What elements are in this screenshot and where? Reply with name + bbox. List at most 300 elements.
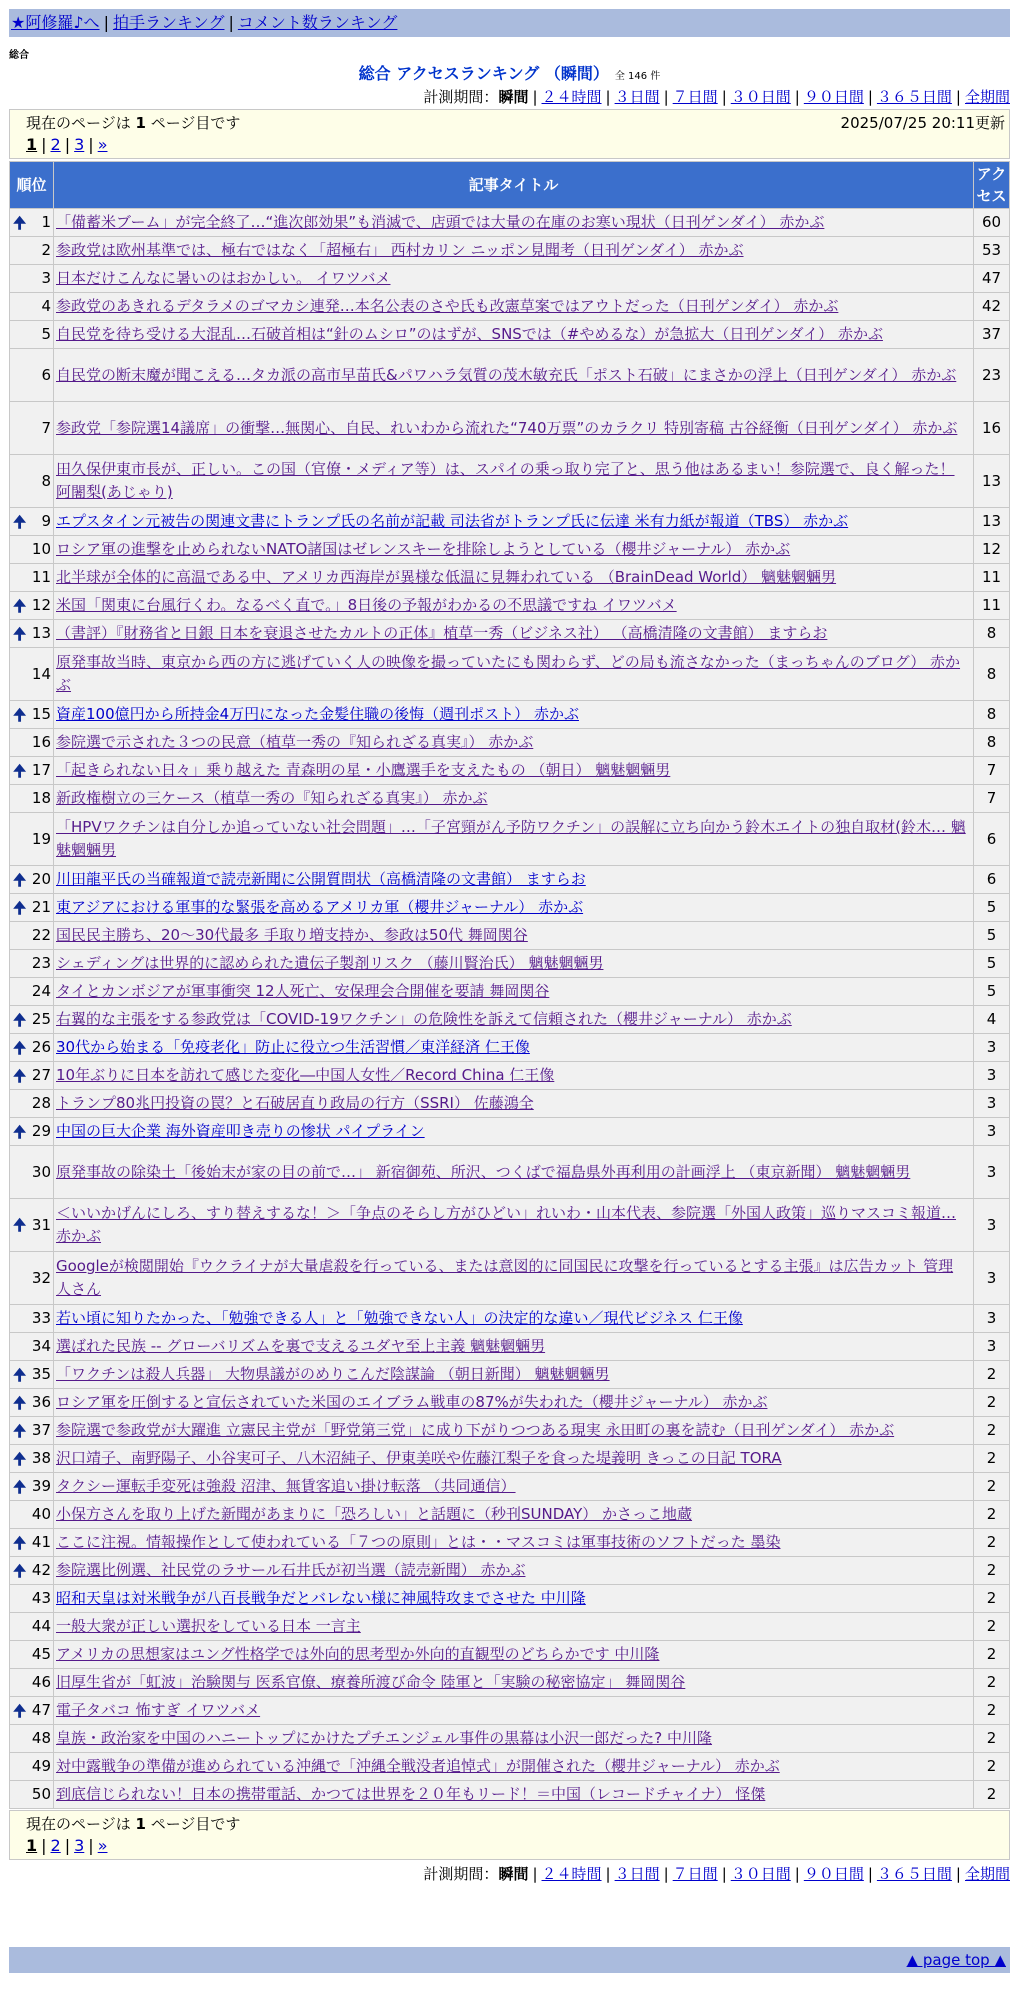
rank-cell bbox=[10, 729, 54, 757]
article-link[interactable]: 新政権樹立の三ケース（植草一秀の『知られざる真実』） 赤かぶ bbox=[56, 789, 488, 807]
article-link[interactable]: 皇族・政治家を中国のハニートップにかけたプチエンジェル事件の黒幕は小沢一郎だった? 中川隆 bbox=[56, 1729, 713, 1747]
rank-number: 35 bbox=[31, 1365, 51, 1383]
title-cell bbox=[54, 1006, 974, 1034]
title-cell bbox=[54, 1305, 974, 1333]
title-cell bbox=[54, 1417, 974, 1445]
table-row bbox=[10, 592, 1010, 620]
rank-cell bbox=[10, 922, 54, 950]
article-link[interactable]: 若い頃に知りたかった、「勉強できる人」と「勉強できない人」の決定的な違い／現代ビジネス 仁王像 bbox=[56, 1309, 743, 1327]
title-cell bbox=[54, 1557, 974, 1585]
title-cell bbox=[54, 1252, 974, 1305]
access-count: 2 bbox=[974, 1389, 1010, 1417]
rank-cell bbox=[10, 1333, 54, 1361]
period-separator: | bbox=[867, 88, 873, 106]
article-link[interactable]: 田久保伊東市長が、正しい。この国（官僚・メディア等）は、スパイの乗っ取り完了と、思う他はあるまい！参院選で、良く解った！ 阿闍梨(あじゃり) bbox=[56, 460, 955, 501]
article-link[interactable]: 自民党の断末魔が聞こえる…タカ派の高市早苗氏&パワハラ気質の茂木敏充氏「ポスト石破」にまさかの浮上（日刊ゲンダイ） 赤かぶ bbox=[56, 365, 957, 384]
article-link[interactable]: ここに注視。情報操作として使われている「７つの原則」とは・・マスコミは軍事技術のソフトだった 墨染 bbox=[56, 1533, 781, 1551]
article-link[interactable]: 川田龍平氏の当確報道で読売新聞に公開質問状（高橋清隆の文書館） ますらお bbox=[56, 870, 586, 888]
article-link[interactable]: ＜いいかげんにしろ、すり替えするな！＞「争点のそらし方がひどい」れいわ・山本代表、参院選「外国人政策」巡りマスコミ報道… 赤かぶ bbox=[56, 1204, 957, 1245]
article-link[interactable]: 資産100億円から所持金4万円になった金髪住職の後悔（週刊ポスト） 赤かぶ bbox=[56, 705, 579, 723]
rank-cell bbox=[10, 1090, 54, 1118]
period-link-3[interactable]: ３０日間 bbox=[730, 88, 791, 106]
table-row bbox=[10, 1445, 1010, 1473]
access-count: 12 bbox=[974, 536, 1010, 564]
period-link-3[interactable]: ３０日間 bbox=[730, 1865, 791, 1883]
rank-number: 15 bbox=[31, 705, 51, 723]
rank-number: 2 bbox=[41, 241, 51, 259]
table-row bbox=[10, 536, 1010, 564]
title-cell bbox=[54, 1473, 974, 1501]
article-link[interactable]: 中国の巨大企業 海外資産叩き売りの惨状 パイプライン bbox=[56, 1122, 425, 1140]
pager-bottom bbox=[9, 1810, 1010, 1860]
title-cell bbox=[54, 293, 974, 321]
access-count: 13 bbox=[974, 508, 1010, 536]
table-row bbox=[10, 978, 1010, 1006]
article-link[interactable]: 北半球が全体的に高温である中、アメリカ西海岸が異様な低温に見舞われている （BrainDead World） 魑魅魍魎男 bbox=[56, 568, 837, 586]
access-count: 13 bbox=[974, 455, 1010, 508]
rank-cell bbox=[10, 1557, 54, 1585]
period-link-4[interactable]: ９０日間 bbox=[803, 88, 864, 106]
period-selector-top bbox=[423, 86, 1010, 107]
title-cell bbox=[54, 1781, 974, 1809]
rank-cell bbox=[10, 1781, 54, 1809]
article-link[interactable]: 東アジアにおける軍事的な緊張を高めるアメリカ軍（櫻井ジャーナル） 赤かぶ bbox=[56, 898, 584, 916]
title-cell bbox=[54, 978, 974, 1006]
rank-cell bbox=[10, 1669, 54, 1697]
article-link[interactable]: Googleが検閲開始『ウクライナが大量虐殺を行っている、または意図的に同国民に攻撃を行っているとする主張』は広告カット 管理人さん bbox=[56, 1257, 954, 1298]
table-row bbox=[10, 1641, 1010, 1669]
access-count: 6 bbox=[974, 813, 1010, 866]
page-status: 現在のページは 1 ページ目です bbox=[26, 1815, 241, 1833]
access-count: 2 bbox=[974, 1445, 1010, 1473]
nav-link-applause-ranking[interactable]: 拍手ランキング bbox=[112, 13, 225, 32]
rank-cell bbox=[10, 978, 54, 1006]
rank-up-arrow-icon: 🠉 bbox=[13, 213, 27, 232]
title-cell bbox=[54, 894, 974, 922]
rank-up-arrow-icon: 🠉 bbox=[13, 1393, 27, 1412]
table-row bbox=[10, 1389, 1010, 1417]
rank-up-arrow-icon: 🠉 bbox=[13, 1477, 27, 1496]
period-separator: | bbox=[794, 88, 800, 106]
article-link[interactable]: ロシア軍の進撃を止められないNATO諸国はゼレンスキーを排除しようとしている（櫻井ジャーナル） 赤かぶ bbox=[56, 540, 791, 558]
period-separator: | bbox=[955, 88, 961, 106]
rank-number: 38 bbox=[31, 1449, 51, 1467]
rank-cell bbox=[10, 1389, 54, 1417]
access-count: 2 bbox=[974, 1361, 1010, 1389]
top-nav bbox=[9, 9, 1010, 37]
rank-cell bbox=[10, 1146, 54, 1199]
access-count: 5 bbox=[974, 950, 1010, 978]
rank-number: 36 bbox=[31, 1393, 51, 1411]
nav-link-comment-ranking[interactable]: コメント数ランキング bbox=[237, 13, 398, 32]
article-link[interactable]: タイとカンボジアが軍事衝突 12人死亡、安保理会合開催を要請 舞岡関谷 bbox=[56, 982, 550, 1000]
title-cell bbox=[54, 1725, 974, 1753]
rank-cell bbox=[10, 866, 54, 894]
period-link-6[interactable]: 全期間 bbox=[964, 1865, 1010, 1883]
title-cell bbox=[54, 620, 974, 648]
ranking-body bbox=[10, 209, 1010, 1809]
access-count: 7 bbox=[974, 757, 1010, 785]
nav-separator: | bbox=[228, 13, 234, 32]
article-link[interactable]: 参院選で示された３つの民意（植草一秀の『知られざる真実』） 赤かぶ bbox=[56, 733, 534, 751]
rank-cell bbox=[10, 950, 54, 978]
title-cell bbox=[54, 785, 974, 813]
article-link[interactable]: アメリカの思想家はユング性格学では外向的思考型か外向的直観型のどちらかです 中川隆 bbox=[56, 1645, 660, 1663]
rank-cell bbox=[10, 1473, 54, 1501]
table-row bbox=[10, 1118, 1010, 1146]
rank-up-arrow-icon: 🠉 bbox=[13, 870, 27, 889]
rank-number: 34 bbox=[31, 1337, 51, 1355]
header-count: アクセス bbox=[974, 162, 1010, 209]
rank-cell bbox=[10, 508, 54, 536]
period-link-5[interactable]: ３６５日間 bbox=[876, 1865, 952, 1883]
table-row bbox=[10, 1613, 1010, 1641]
title-cell bbox=[54, 209, 974, 237]
access-count: 8 bbox=[974, 648, 1010, 701]
table-row bbox=[10, 1585, 1010, 1613]
table-row bbox=[10, 508, 1010, 536]
article-link[interactable]: 10年ぶりに日本を訪れて感じた変化―中国人女性／Record China 仁王像 bbox=[56, 1066, 555, 1084]
rank-number: 16 bbox=[31, 733, 51, 751]
updated-timestamp: 2025/07/25 20:11更新 bbox=[840, 114, 1005, 132]
rank-cell bbox=[10, 1445, 54, 1473]
rank-number: 33 bbox=[31, 1309, 51, 1327]
period-link-1[interactable]: ３日間 bbox=[614, 88, 660, 106]
rank-number: 39 bbox=[31, 1477, 51, 1495]
title-cell bbox=[54, 1529, 974, 1557]
rank-up-arrow-icon: 🠉 bbox=[13, 596, 27, 615]
rank-number: 48 bbox=[31, 1729, 51, 1747]
article-link[interactable]: 到底信じられない！日本の携帯電話、かつては世界を２０年もリード！＝中国（レコードチャイナ） 怪傑 bbox=[56, 1785, 766, 1803]
rank-cell bbox=[10, 1725, 54, 1753]
header-rank: 順位 bbox=[10, 162, 54, 209]
article-link[interactable]: 参政党「参院選14議席」の衝撃…無関心、自民、れいわから流れた“740万票”のカラクリ 特別寄稿 古谷経衡（日刊ゲンダイ） 赤かぶ bbox=[56, 418, 958, 437]
page-links bbox=[26, 135, 107, 154]
nav-link-ashura[interactable]: ★阿修羅♪へ bbox=[11, 13, 100, 32]
rank-cell bbox=[10, 564, 54, 592]
page-link-2[interactable]: 2 bbox=[50, 1836, 61, 1855]
rank-number: 45 bbox=[31, 1645, 51, 1663]
access-count: 53 bbox=[974, 237, 1010, 265]
access-count: 42 bbox=[974, 293, 1010, 321]
article-link[interactable]: 「起きられない日々」乗り越えた 青森明の星・小鷹選手を支えたもの （朝日） 魑魅魍魎男 bbox=[56, 761, 671, 779]
access-count: 11 bbox=[974, 592, 1010, 620]
rank-up-arrow-icon: 🠉 bbox=[13, 624, 27, 643]
period-separator: | bbox=[532, 88, 538, 106]
rank-cell bbox=[10, 237, 54, 265]
rank-number: 28 bbox=[31, 1094, 51, 1112]
title-cell bbox=[54, 1333, 974, 1361]
article-link[interactable]: ロシア軍を圧倒すると宣伝されていた米国のエイブラム戦車の87%が失われた（櫻井ジャーナル） 赤かぶ bbox=[56, 1393, 768, 1411]
table-row bbox=[10, 349, 1010, 402]
table-row bbox=[10, 1361, 1010, 1389]
title-cell bbox=[54, 402, 974, 455]
article-link[interactable]: 「HPVワクチンは自分しか追っていない社会問題」…「子宮頸がん予防ワクチン」の誤解に立ち向かう鈴木エイトの独自取材(鈴木… 魑魅魍魎男 bbox=[56, 818, 966, 859]
rank-cell bbox=[10, 1006, 54, 1034]
title-cell bbox=[54, 1034, 974, 1062]
title-cell bbox=[54, 536, 974, 564]
access-count: 2 bbox=[974, 1501, 1010, 1529]
table-row bbox=[10, 1146, 1010, 1199]
rank-number: 22 bbox=[31, 926, 51, 944]
page-top-link[interactable]: ▲ page top ▲ bbox=[906, 1951, 1006, 1969]
table-row bbox=[10, 620, 1010, 648]
rank-cell bbox=[10, 321, 54, 349]
rank-number: 27 bbox=[31, 1066, 51, 1084]
rank-cell bbox=[10, 620, 54, 648]
table-row bbox=[10, 293, 1010, 321]
page-link-2[interactable]: 2 bbox=[50, 135, 61, 154]
access-count: 3 bbox=[974, 1118, 1010, 1146]
title-cell bbox=[54, 1361, 974, 1389]
article-link[interactable]: トランプ80兆円投資の罠？と石破居直り政局の行方（SSRI） 佐藤鴻全 bbox=[56, 1094, 534, 1112]
rank-cell bbox=[10, 293, 54, 321]
period-link-1[interactable]: ３日間 bbox=[614, 1865, 660, 1883]
rank-number: 49 bbox=[31, 1757, 51, 1775]
table-row bbox=[10, 1725, 1010, 1753]
table-row bbox=[10, 209, 1010, 237]
access-count: 2 bbox=[974, 1753, 1010, 1781]
title-cell bbox=[54, 1146, 974, 1199]
page-separator: | bbox=[88, 135, 94, 154]
table-row bbox=[10, 922, 1010, 950]
table-row bbox=[10, 455, 1010, 508]
title-cell bbox=[54, 592, 974, 620]
table-row bbox=[10, 701, 1010, 729]
title-cell bbox=[54, 1613, 974, 1641]
rank-number: 29 bbox=[31, 1122, 51, 1140]
rank-number: 23 bbox=[31, 954, 51, 972]
rank-number: 20 bbox=[31, 870, 51, 888]
ranking-table bbox=[9, 161, 1010, 1809]
article-link[interactable]: 小保方さんを取り上げた新聞があまりに「恐ろしい」と話題に（秒刊SUNDAY） かさっこ地蔵 bbox=[56, 1505, 693, 1523]
page-link-3[interactable]: 3 bbox=[74, 135, 85, 154]
rank-number: 47 bbox=[31, 1701, 51, 1719]
access-count: 8 bbox=[974, 701, 1010, 729]
rank-up-arrow-icon: 🠉 bbox=[13, 761, 27, 780]
page-title: 総合 アクセスランキング （瞬間） bbox=[358, 64, 609, 83]
period-separator: | bbox=[955, 1865, 961, 1883]
title-cell bbox=[54, 321, 974, 349]
page-link-3[interactable]: 3 bbox=[74, 1836, 85, 1855]
page-next-link[interactable]: » bbox=[97, 1836, 108, 1855]
article-link[interactable]: （書評）『財務省と日銀 日本を衰退させたカルトの正体』植草一秀（ビジネス社） （高橋清隆の文書館） ますらお bbox=[56, 624, 828, 642]
article-link[interactable]: 選ばれた民族 -- グローバリズムを裏で支えるユダヤ至上主義 魑魅魍魎男 bbox=[56, 1337, 546, 1355]
period-separator: | bbox=[867, 1865, 873, 1883]
rank-number: 40 bbox=[31, 1505, 51, 1523]
article-link[interactable]: 国民民主勝ち、20～30代最多 手取り増支持か、参政は50代 舞岡関谷 bbox=[56, 926, 528, 944]
nav-separator: | bbox=[103, 13, 109, 32]
rank-number: 14 bbox=[31, 664, 51, 683]
rank-cell bbox=[10, 1062, 54, 1090]
article-link[interactable]: 原発事故の除染土「後始末が家の目の前で…」 新宿御苑、所沢、つくばで福島県外再利用の計画浮上 （東京新聞） 魑魅魍魎男 bbox=[56, 1162, 911, 1181]
rank-number: 21 bbox=[31, 898, 51, 916]
rank-up-arrow-icon: 🠉 bbox=[13, 705, 27, 724]
access-count: 2 bbox=[974, 1697, 1010, 1725]
rank-cell bbox=[10, 1641, 54, 1669]
table-row bbox=[10, 950, 1010, 978]
table-row bbox=[10, 1333, 1010, 1361]
title-cell bbox=[54, 1697, 974, 1725]
title-cell bbox=[54, 757, 974, 785]
period-link-4[interactable]: ９０日間 bbox=[803, 1865, 864, 1883]
table-row bbox=[10, 1034, 1010, 1062]
table-row bbox=[10, 1417, 1010, 1445]
access-count: 3 bbox=[974, 1090, 1010, 1118]
rank-cell bbox=[10, 648, 54, 701]
title-cell bbox=[54, 950, 974, 978]
article-link[interactable]: 原発事故当時、東京から西の方に逃げていく人の映像を撮っていたにも関わらず、どの局も流さなかった（まっちゃんのブログ） 赤かぶ bbox=[56, 653, 961, 694]
article-link[interactable]: 参政党のあきれるデタラメのゴマカシ連発…本名公表のさや氏も改憲草案ではアウトだった（日刊ゲンダイ） 赤かぶ bbox=[56, 297, 839, 315]
rank-cell bbox=[10, 1613, 54, 1641]
period-link-6[interactable]: 全期間 bbox=[964, 88, 1010, 106]
table-header-row bbox=[10, 162, 1010, 209]
article-link[interactable]: 「ワクチンは殺人兵器」 大物県議がのめりこんだ陰謀論 （朝日新聞） 魑魅魍魎男 bbox=[56, 1365, 610, 1383]
title-cell bbox=[54, 813, 974, 866]
rank-number: 3 bbox=[41, 269, 51, 287]
title-cell bbox=[54, 1199, 974, 1252]
period-separator: | bbox=[663, 1865, 669, 1883]
period-separator: | bbox=[532, 1865, 538, 1883]
table-row bbox=[10, 729, 1010, 757]
page-title-row bbox=[9, 61, 1010, 84]
rank-cell bbox=[10, 1199, 54, 1252]
table-row bbox=[10, 402, 1010, 455]
period-link-2[interactable]: ７日間 bbox=[672, 88, 718, 106]
rank-up-arrow-icon: 🠉 bbox=[13, 1421, 27, 1440]
article-link[interactable]: 参院選比例選、社民党のラサール石井氏が初当選（読売新聞） 赤かぶ bbox=[56, 1561, 526, 1579]
access-count: 3 bbox=[974, 1199, 1010, 1252]
rank-number: 18 bbox=[31, 789, 51, 807]
title-cell bbox=[54, 1062, 974, 1090]
period-separator: | bbox=[605, 1865, 611, 1883]
period-current: 瞬間 bbox=[498, 88, 529, 106]
access-count: 8 bbox=[974, 729, 1010, 757]
table-row bbox=[10, 1252, 1010, 1305]
period-link-2[interactable]: ７日間 bbox=[672, 1865, 718, 1883]
rank-number: 8 bbox=[41, 471, 51, 490]
rank-cell bbox=[10, 1417, 54, 1445]
title-cell bbox=[54, 1641, 974, 1669]
table-row bbox=[10, 894, 1010, 922]
rank-number: 31 bbox=[31, 1215, 51, 1234]
access-count: 37 bbox=[974, 321, 1010, 349]
title-cell bbox=[54, 564, 974, 592]
rank-number: 50 bbox=[31, 1785, 51, 1803]
access-count: 3 bbox=[974, 1252, 1010, 1305]
rank-number: 12 bbox=[31, 596, 51, 614]
period-selector-bottom bbox=[423, 1863, 1010, 1884]
article-link[interactable]: 30代から始まる「免疫老化」防止に役立つ生活習慣／東洋経済 仁王像 bbox=[56, 1038, 530, 1056]
page-status: 現在のページは 1 ページ目です bbox=[26, 114, 241, 132]
rank-cell bbox=[10, 894, 54, 922]
rank-number: 19 bbox=[31, 829, 51, 848]
rank-up-arrow-icon: 🠉 bbox=[13, 1215, 27, 1235]
article-link[interactable]: 電子タバコ 怖すぎ イワツバメ bbox=[56, 1701, 261, 1719]
article-link[interactable]: タクシー運転手変死は強殺 沼津、無賃客追い掛け転落 （共同通信） bbox=[56, 1477, 516, 1495]
rank-cell bbox=[10, 1361, 54, 1389]
article-link[interactable]: 自民党を待ち受ける大混乱…石破首相は“針のムシロ”のはずが、SNSでは（#やめるな）が急拡大（日刊ゲンダイ） 赤かぶ bbox=[56, 325, 883, 343]
article-link[interactable]: 対中露戦争の準備が進められている沖縄で「沖縄全戦没者追悼式」が開催された（櫻井ジャーナル） 赤かぶ bbox=[56, 1757, 780, 1775]
page-next-link[interactable]: » bbox=[97, 135, 108, 154]
rank-up-arrow-icon: 🠉 bbox=[13, 1533, 27, 1552]
period-link-0[interactable]: ２４時間 bbox=[541, 88, 602, 106]
table-row bbox=[10, 1501, 1010, 1529]
article-link[interactable]: シェディングは世界的に認められた遺伝子製剤リスク （藤川賢治氏） 魑魅魍魎男 bbox=[56, 954, 604, 972]
rank-number: 17 bbox=[31, 761, 51, 779]
page-separator: | bbox=[64, 135, 71, 154]
bottom-bar bbox=[9, 1947, 1010, 1973]
rank-up-arrow-icon: 🠉 bbox=[13, 1010, 27, 1029]
access-count: 2 bbox=[974, 1725, 1010, 1753]
rank-cell bbox=[10, 209, 54, 237]
current-page-number: 1 bbox=[135, 1815, 146, 1833]
rank-cell bbox=[10, 1697, 54, 1725]
article-link[interactable]: 旧厚生省が「虹波」治験関与 医系官僚、療養所渡び命令 陸軍と「実験の秘密協定」 舞岡関谷 bbox=[56, 1673, 686, 1691]
table-row bbox=[10, 1006, 1010, 1034]
article-link[interactable]: 昭和天皇は対米戦争が八百長戦争だとバレない様に神風特攻までさせた 中川隆 bbox=[56, 1589, 586, 1607]
table-row bbox=[10, 1557, 1010, 1585]
rank-number: 32 bbox=[31, 1268, 51, 1287]
rank-up-arrow-icon: 🠉 bbox=[13, 1365, 27, 1384]
article-link[interactable]: 右翼的な主張をする参政党は「COVID-19ワクチン」の危険性を訴えて信頼された（櫻井ジャーナル） 赤かぶ bbox=[56, 1010, 792, 1028]
article-link[interactable]: 日本だけこんなに暑いのはおかしい。 イワツバメ bbox=[56, 269, 391, 287]
page-links bbox=[26, 1836, 107, 1855]
access-count: 2 bbox=[974, 1417, 1010, 1445]
rank-cell bbox=[10, 1501, 54, 1529]
period-label: 計測期間： bbox=[423, 88, 499, 106]
table-row bbox=[10, 1753, 1010, 1781]
article-link[interactable]: エプスタイン元被告の関連文書にトランプ氏の名前が記載 司法省がトランプ氏に伝達 米有力紙が報道（TBS） 赤かぶ bbox=[56, 512, 849, 530]
rank-cell bbox=[10, 1118, 54, 1146]
access-count: 3 bbox=[974, 1333, 1010, 1361]
table-row bbox=[10, 1199, 1010, 1252]
category-label: 総合 bbox=[9, 50, 29, 61]
rank-cell bbox=[10, 701, 54, 729]
rank-number: 37 bbox=[31, 1421, 51, 1439]
period-label: 計測期間： bbox=[423, 1865, 499, 1883]
article-link[interactable]: 参院選で参政党が大躍進 立憲民主党が「野党第三党」に成り下がりつつある現実 永田町の裏を読む（日刊ゲンダイ） 赤かぶ bbox=[56, 1421, 895, 1439]
article-link[interactable]: 米国「関東に台風行くわ。なるべく直で。」8日後の予報がわかるの不思議ですね イワツバメ bbox=[56, 596, 677, 614]
rank-up-arrow-icon: 🠉 bbox=[13, 512, 27, 531]
title-cell bbox=[54, 648, 974, 701]
rank-number: 43 bbox=[31, 1589, 51, 1607]
table-row bbox=[10, 1090, 1010, 1118]
page-separator: | bbox=[88, 1836, 94, 1855]
title-cell bbox=[54, 265, 974, 293]
period-link-0[interactable]: ２４時間 bbox=[541, 1865, 602, 1883]
access-count: 2 bbox=[974, 1613, 1010, 1641]
article-link[interactable]: 一般大衆が正しい選択をしている日本 一言主 bbox=[56, 1617, 361, 1635]
access-count: 3 bbox=[974, 1305, 1010, 1333]
pager-top bbox=[9, 109, 1010, 159]
period-separator: | bbox=[721, 1865, 727, 1883]
access-count: 16 bbox=[974, 402, 1010, 455]
access-count: 23 bbox=[974, 349, 1010, 402]
access-count: 5 bbox=[974, 978, 1010, 1006]
article-link[interactable]: 「備蓄米ブーム」が完全終了…“進次郎効果”も消滅で、店頭では大量の在庫のお寒い現状（日刊ゲンダイ） 赤かぶ bbox=[56, 213, 825, 231]
period-link-5[interactable]: ３６５日間 bbox=[876, 88, 952, 106]
total-count: 全 146 件 bbox=[614, 71, 661, 82]
rank-number: 26 bbox=[31, 1038, 51, 1056]
table-row bbox=[10, 237, 1010, 265]
access-count: 3 bbox=[974, 1034, 1010, 1062]
title-cell bbox=[54, 729, 974, 757]
rank-cell bbox=[10, 455, 54, 508]
article-link[interactable]: 沢口靖子、南野陽子、小谷実可子、八木沼純子、伊東美咲や佐藤江梨子を食った堤義明 きっこの日記 TORA bbox=[56, 1449, 782, 1467]
access-count: 7 bbox=[974, 785, 1010, 813]
article-link[interactable]: 参政党は欧州基準では、極右ではなく「超極右」 西村カリン ニッポン見聞考（日刊ゲンダイ） 赤かぶ bbox=[56, 241, 744, 259]
